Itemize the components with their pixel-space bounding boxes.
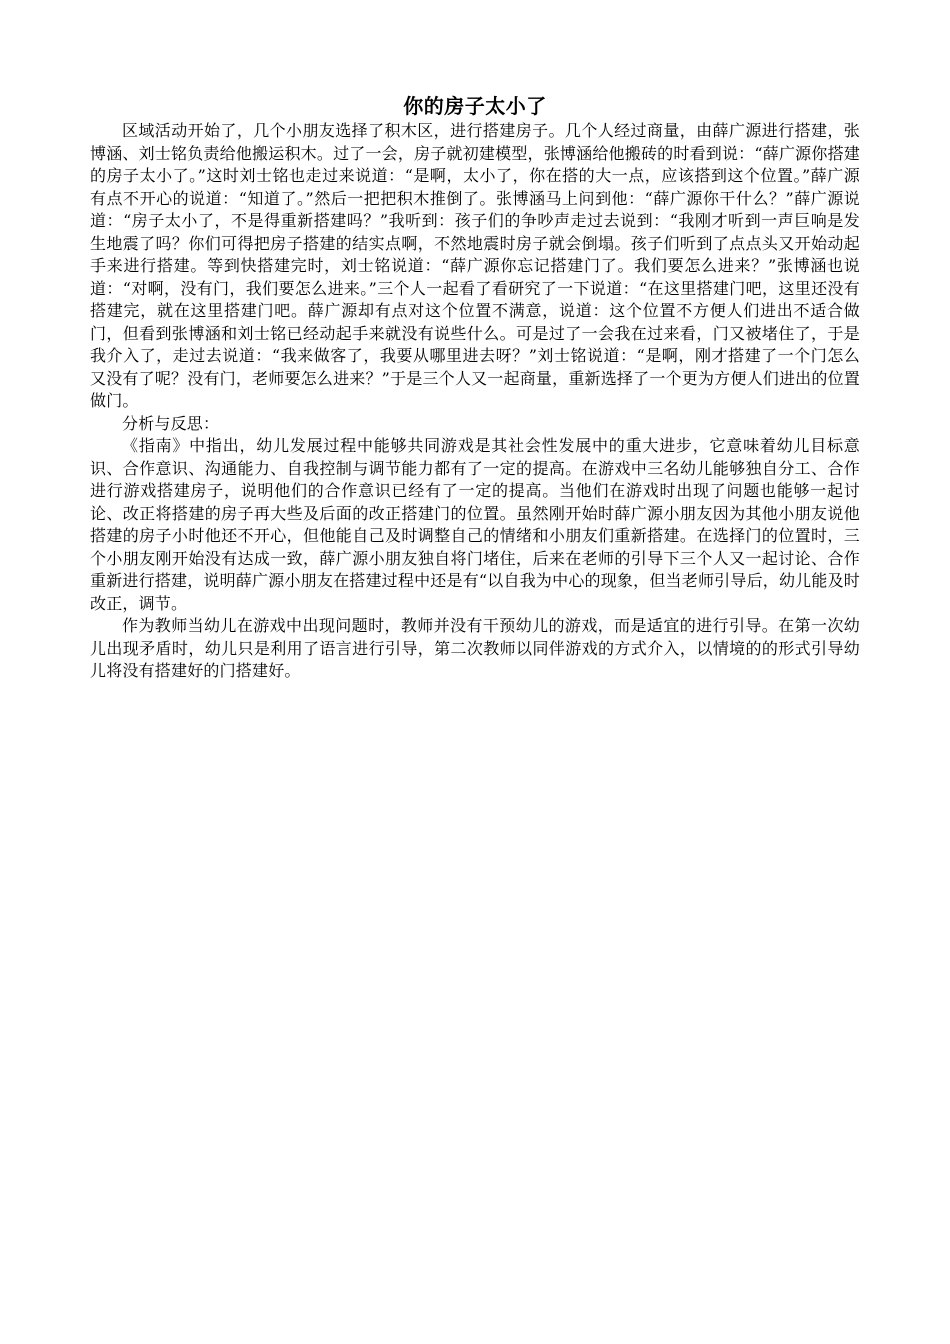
document-page	[90, 92, 860, 683]
paragraph-teacher-reflection: 作为教师当幼儿在游戏中出现问题时，教师并没有干预幼儿的游戏，而是适宜的进行引导。在第一次幼儿出现矛盾时，幼儿只是利用了语言进行引导，第二次教师以同伴游戏的方式介入，以情境的的形式引导幼儿将没有搭建好的门搭建好。	[90, 616, 860, 680]
paragraph-analysis: 《指南》中指出，幼儿发展过程中能够共同游戏是其社会性发展中的重大进步，它意味着幼儿目标意识、合作意识、沟通能力、自我控制与调节能力都有了一定的提高。在游戏中三名幼儿能够独自分工、合作进行游戏搭建房子，说明他们的合作意识已经有了一定的提高。当他们在游戏时出现了问题也能够一起讨论、改正将搭建的房子再大些及后面的改正搭建门的位置。虽然刚开始时薛广源小朋友因为其他小朋友说他搭建的房子小时他还不开心，但他能自己及时调整自己的情绪和小朋友们重新搭建。在选择门的位置时，三个小朋友刚开始没有达成一致，薛广源小朋友独自将门堵住，后来在老师的引导下三个人又一起讨论、合作重新进行搭建，说明薛广源小朋友在搭建过程中还是有“以自我为中心的现象，但当老师引导后，幼儿能及时改正，调节。	[90, 436, 860, 613]
paragraph-story: 区域活动开始了，几个小朋友选择了积木区，进行搭建房子。几个人经过商量，由薛广源进行搭建，张博涵、刘士铭负责给他搬运积木。过了一会，房子就初建模型，张博涵给他搬砖的时看到说：“薛广源你搭建的房子太小了。”这时刘士铭也走过来说道：“是啊，太小了，你在搭的大一点，应该搭到这个位置。”薛广源有点不开心的说道：“知道了。”然后一把把积木推倒了。张博涵马上问到他：“薛广源你干什么？”薛广源说道：“房子太小了，不是得重新搭建吗？”我听到：孩子们的争吵声走过去说到：“我刚才听到一声巨响是发生地震了吗？你们可得把房子搭建的结实点啊，不然地震时房子就会倒塌。孩子们听到了点点头又开始动起手来进行搭建。等到快搭建完时，刘士铭说道：“薛广源你忘记搭建门了。我们要怎么进来？”张博涵也说道：“对啊，没有门，我们要怎么进来。”三个人一起看了看研究了一下说道：“在这里搭建门吧，这里还没有搭建完，就在这里搭建门吧。薛广源却有点对这个位置不满意，说道：这个位置不方便人们进出不适合做门，但看到张博涵和刘士铭已经动起手来就没有说些什么。可是过了一会我在过来看，门又被堵住了，于是我介入了，走过去说道：“我来做客了，我要从哪里进去呀？”刘士铭说道：“是啊，刚才搭建了一个门怎么又没有了呢？没有门，老师要怎么进来？”于是三个人又一起商量，重新选择了一个更为方便人们进出的位置做门。	[90, 121, 860, 410]
document-title: 你的房子太小了	[403, 94, 547, 118]
paragraph-analysis-heading: 分析与反思：	[122, 413, 220, 433]
